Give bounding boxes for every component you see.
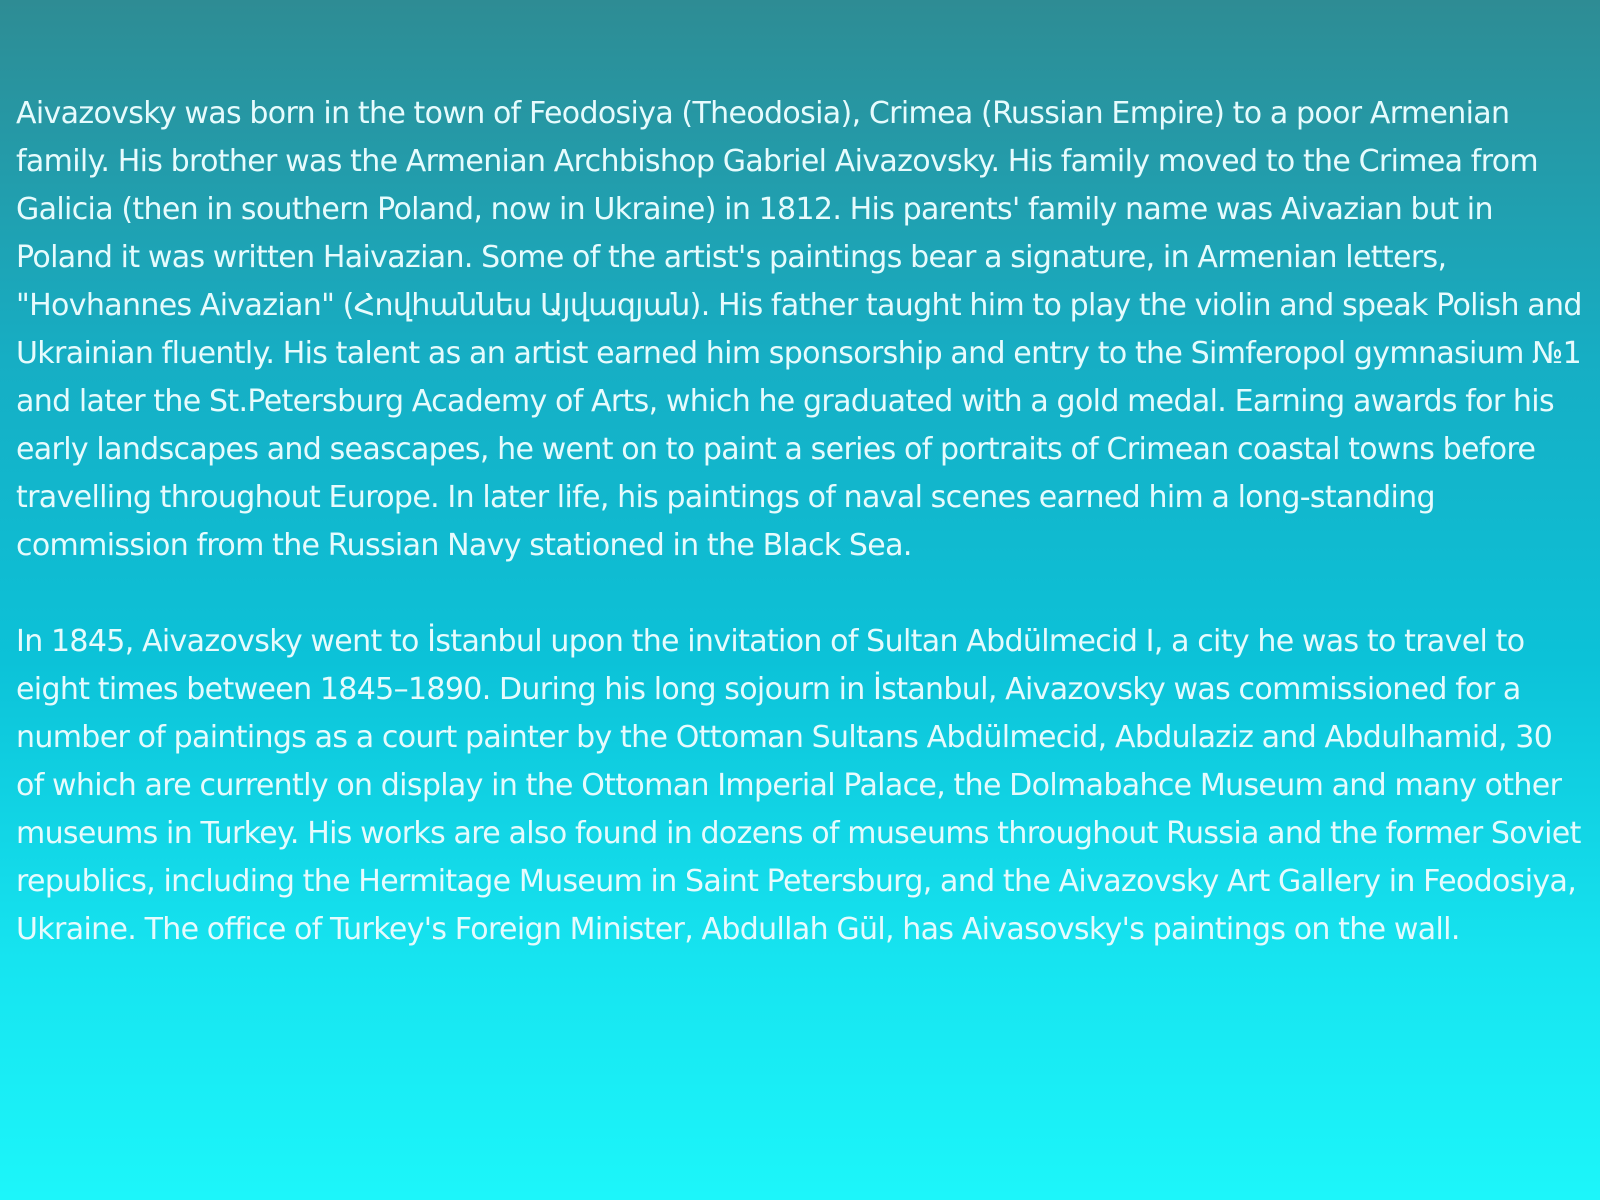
- paragraph-biography-early-life: Aivazovsky was born in the town of Feodosiya (Theodosia), Crimea (Russian Empire) to a poor Armenian family. His brother was the Armenian Archbishop Gabriel Aivazovsky. His family moved to the Crimea from Galicia (then in southern Poland, now in Ukraine) in 1812. His parents' family name was Aivazian but in Poland it was written Haivazian. Some of the artist's paintings bear a signature, in Armenian letters, "Hovhannes Aivazian" (Հովհաննես Այվազյան). His father taught him to play the violin and speak Polish and Ukrainian fluently. His talent as an artist earned him sponsorship and entry to the Simferopol gymnasium №1 and later the St.Petersburg Academy of Arts, which he graduated with a gold medal. Earning awards for his early landscapes and seascapes, he went on to paint a series of portraits of Crimean coastal towns before travelling throughout Europe. In later life, his paintings of naval scenes earned him a long-standing commission from the Russian Navy stationed in the Black Sea.: [16, 96, 1582, 563]
- paragraph-biography-istanbul: In 1845, Aivazovsky went to İstanbul upon the invitation of Sultan Abdülmecid I, a city he was to travel to eight times between 1845–1890. During his long sojourn in İstanbul, Aivazovsky was commissioned for a number of paintings as a court painter by the Ottoman Sultans Abdülmecid, Abdulaziz and Abdulhamid, 30 of which are currently on display in the Ottoman Imperial Palace, the Dolmabahce Museum and many other museums in Turkey. His works are also found in dozens of museums throughout Russia and the former Soviet republics, including the Hermitage Museum in Saint Petersburg, and the Aivazovsky Art Gallery in Feodosiya, Ukraine. The office of Turkey's Foreign Minister, Abdullah Gül, has Aivasovsky's paintings on the wall.: [16, 624, 1581, 947]
